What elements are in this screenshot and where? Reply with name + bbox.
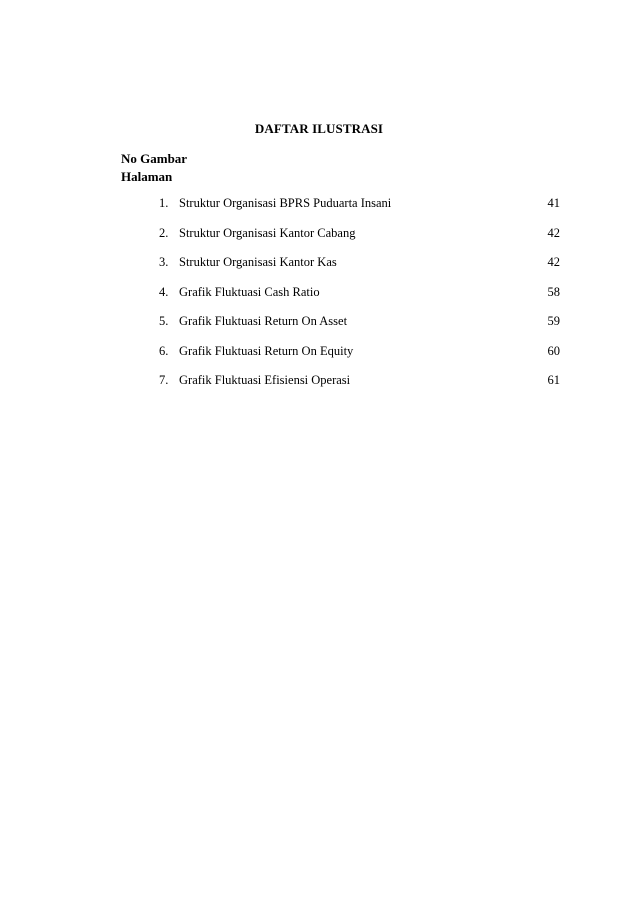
- entry-title: Grafik Fluktuasi Efisiensi Operasi: [179, 373, 351, 387]
- entry-title: Struktur Organisasi Kantor Kas: [179, 255, 337, 269]
- list-item: [0, 310, 638, 340]
- entry-number: 6.: [159, 343, 169, 358]
- entry-page: 41: [547, 196, 560, 210]
- entry-title: Struktur Organisasi Kantor Cabang: [179, 225, 356, 240]
- entry-title: Grafik Fluktuasi Return On Asset: [179, 314, 348, 328]
- entry-page: 58: [547, 284, 560, 299]
- illustration-list: [0, 192, 638, 399]
- entry-number: 7.: [159, 373, 169, 387]
- entry-page: 60: [547, 343, 560, 358]
- entry-title: Struktur Organisasi BPRS Puduarta Insani: [179, 196, 392, 210]
- entry-number: 3.: [159, 255, 169, 269]
- page-title: DAFTAR ILUSTRASI: [254, 121, 384, 136]
- figure-number-header: No Gambar: [121, 151, 188, 166]
- entry-page: 59: [547, 314, 560, 328]
- page-header: Halaman: [121, 169, 173, 184]
- entry-number: 4.: [159, 284, 169, 299]
- entry-number: 2.: [159, 225, 169, 240]
- entry-page: 61: [547, 373, 560, 387]
- entry-page: 42: [547, 255, 560, 269]
- entry-number: 1.: [159, 196, 169, 210]
- entry-title: Grafik Fluktuasi Return On Equity: [179, 343, 354, 358]
- list-item: [0, 251, 638, 281]
- list-item: [0, 192, 638, 222]
- entry-title: Grafik Fluktuasi Cash Ratio: [179, 284, 320, 299]
- list-item: [0, 222, 638, 252]
- list-item: [0, 340, 638, 370]
- list-item: [0, 369, 638, 399]
- entry-number: 5.: [159, 314, 169, 328]
- list-item: [0, 281, 638, 311]
- entry-page: 42: [547, 225, 560, 240]
